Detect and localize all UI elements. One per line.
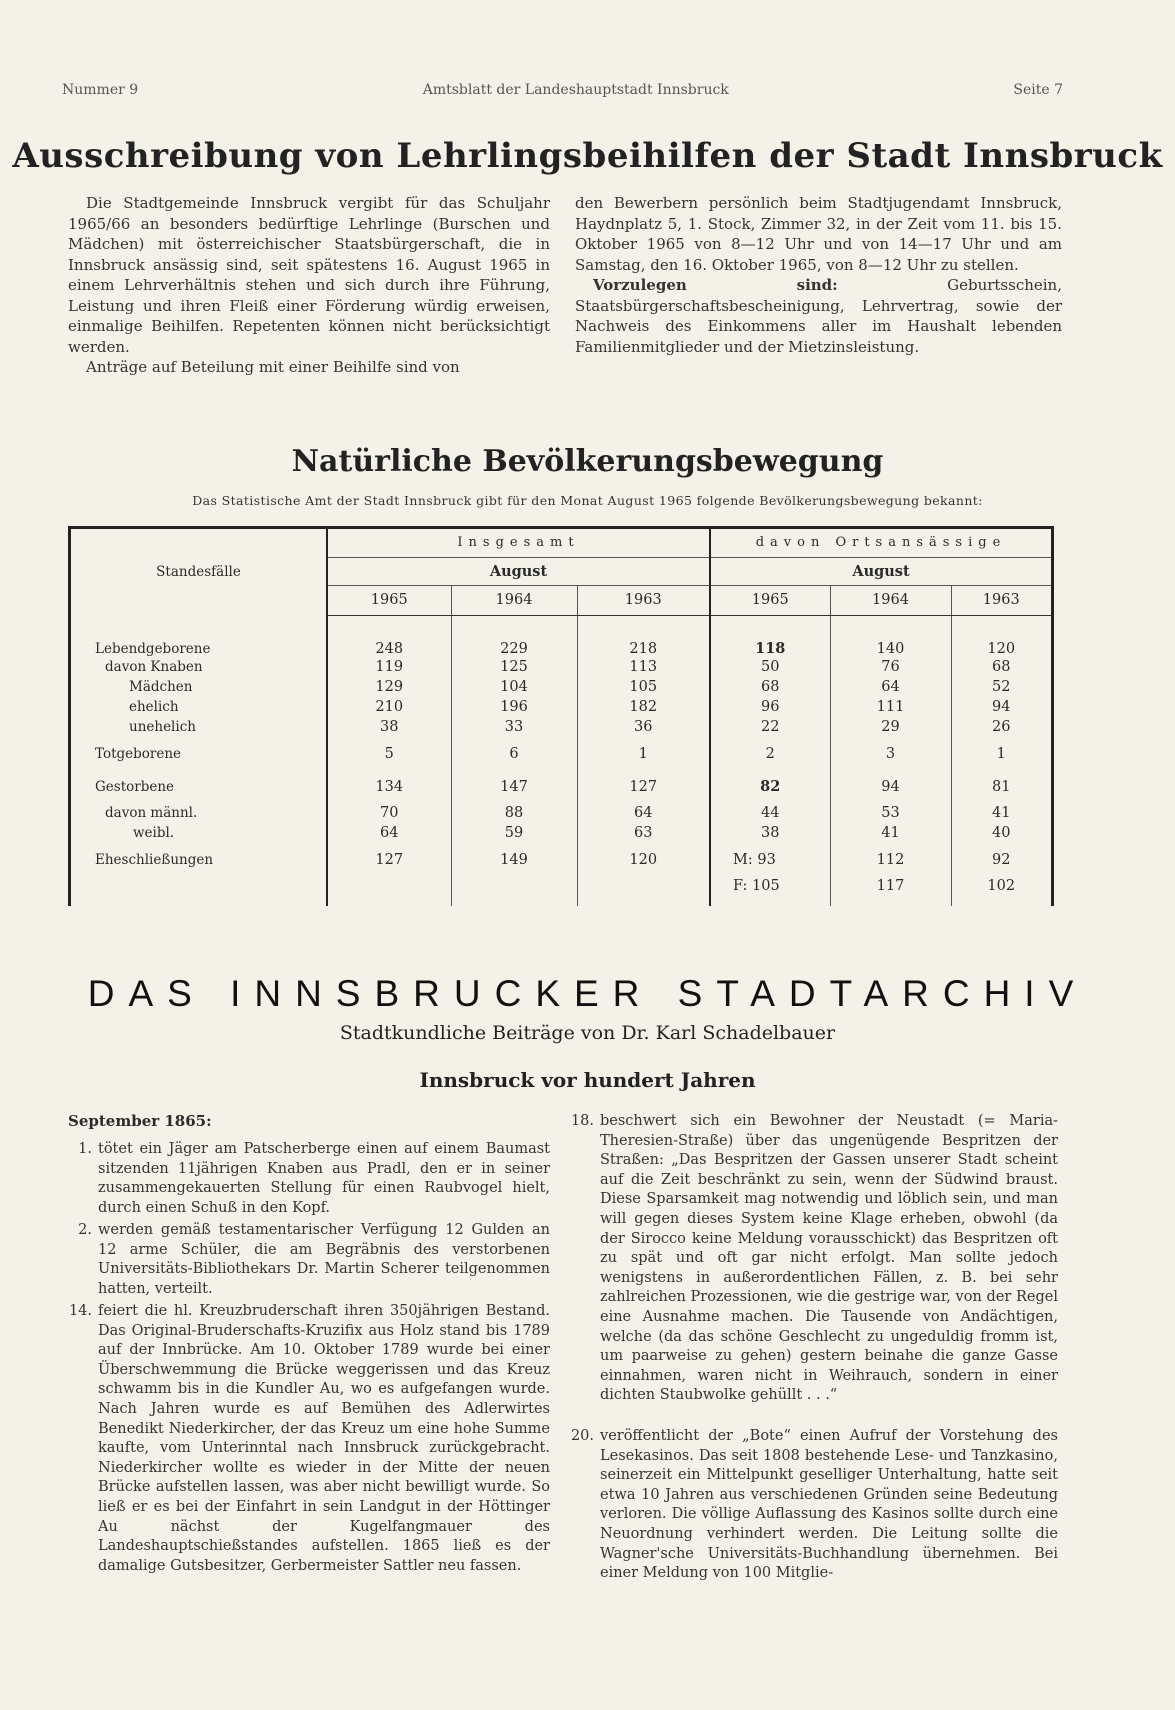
table-cell: 68 — [710, 677, 830, 697]
year-header: 1964 — [830, 585, 951, 615]
table-body — [71, 615, 1051, 906]
table-cell: 218 — [577, 615, 710, 657]
entry-text: tötet ein Jäger am Patscherberge einen auf einem Baumast sitzenden 11jährigen Knaben aus Pradl, den er in seiner zusammengekauerten Stellung für einen Raubvogel hielt, durch einen Schuß in den Kopf. — [98, 1141, 550, 1216]
col-label: Standesfälle — [156, 564, 241, 580]
table-caption: Das Statistische Amt der Stadt Innsbruck gibt für den Monat August 1965 folgende Bevölkerungsbewegung bekannt: — [192, 493, 983, 508]
archive-entry — [78, 1140, 550, 1218]
table-spacer-cell — [577, 896, 710, 906]
table-spacer-cell — [327, 896, 451, 906]
table-row — [71, 843, 1051, 876]
table-row — [71, 615, 1051, 657]
row-label: Mädchen — [129, 679, 193, 695]
issue-number: Nummer 9 — [62, 82, 139, 98]
table-cell: 26 — [951, 717, 1051, 737]
table-cell: 64 — [577, 803, 710, 823]
year-header: 1965 — [710, 585, 830, 615]
table-group-row — [71, 529, 1051, 557]
archive-entry — [570, 1427, 1058, 1584]
month-residents: August — [710, 557, 1051, 585]
article1-paragraph: Die Stadtgemeinde Innsbruck vergibt für das Schuljahr 1965/66 an besonders bedürftige Lehrlinge (Burschen und Mädchen) mit österreichischer Staatsbürgerschaft, die in Innsbruck ansässig sind, seit spätestens 16. August 1965 in einem Lehrverhältnis stehen und sich durch ihre Führung, Leistung und ihren Fleiß einer Förderung würdig erweisen, einmalige Beihilfen. Repetenten können nicht berücksichtigt werden. — [68, 194, 550, 356]
entry-text: werden gemäß testamentarischer Verfügung 12 Gulden an 12 arme Schüler, die am Begräbnis des verstorbenen Universitäts-Bibliothekars Dr. Martin Scherer teilgenommen hatten, verteilt. — [98, 1222, 550, 1297]
table-cell: 96 — [710, 697, 830, 717]
row-label: Eheschließungen — [95, 851, 214, 868]
table-spacer-cell — [830, 896, 951, 906]
table-row — [71, 677, 1051, 697]
table-cell: 88 — [451, 803, 577, 823]
table-cell: 41 — [830, 823, 951, 843]
table-cell: 113 — [577, 657, 710, 677]
table-cell: 38 — [710, 823, 830, 843]
row-label: unehelich — [129, 719, 196, 735]
table-cell: 129 — [327, 677, 451, 697]
year-header: 1963 — [951, 585, 1051, 615]
archive-heading: Innsbruck vor hundert Jahren — [419, 1068, 756, 1092]
table-cell: 63 — [577, 823, 710, 843]
table-cell: 64 — [327, 823, 451, 843]
table-cell: 119 — [327, 657, 451, 677]
table-spacer-cell — [710, 896, 830, 906]
article1-title: Ausschreibung von Lehrlingsbeihilfen der Stadt Innsbruck — [12, 136, 1163, 176]
table-cell: 1 — [951, 737, 1051, 770]
table-cell: 149 — [451, 843, 577, 876]
table-cell: 182 — [577, 697, 710, 717]
table-cell: M: 93 — [710, 843, 830, 876]
table-cell: 68 — [951, 657, 1051, 677]
table-cell: 117 — [830, 876, 951, 896]
table-cell: 70 — [327, 803, 451, 823]
table-cell: 38 — [327, 717, 451, 737]
table-cell: 104 — [451, 677, 577, 697]
table-cell — [451, 876, 577, 896]
month-total: August — [327, 557, 710, 585]
table-cell: 2 — [710, 737, 830, 770]
table-cell: 36 — [577, 717, 710, 737]
table-cell: 94 — [951, 697, 1051, 717]
table-cell — [327, 876, 451, 896]
table-row — [71, 876, 1051, 896]
table-cell: 44 — [710, 803, 830, 823]
table-cell: 22 — [710, 717, 830, 737]
table-cell: 40 — [951, 823, 1051, 843]
table-cell: 1 — [577, 737, 710, 770]
table-cell: 64 — [830, 677, 951, 697]
table-cell: 112 — [830, 843, 951, 876]
table-cell: 125 — [451, 657, 577, 677]
table-cell: 3 — [830, 737, 951, 770]
row-label: Lebendgeborene — [95, 641, 211, 657]
lead-text: Vorzulegen sind: — [593, 276, 838, 294]
entry-number: 2. — [78, 1222, 92, 1238]
table-cell: 76 — [830, 657, 951, 677]
table-row — [71, 770, 1051, 803]
entry-text: feiert die hl. Kreuzbruderschaft ihren 350jährigen Bestand. Das Original-Bruderschafts-Kruzifix aus Holz stand bis 1789 auf der Innbrücke. Am 10. Oktober 1789 wurde bei einer Überschwemmung die Brücke weggerissen und das Kreuz schwamm bis in die Kundler Au, wo es aufgefangen wurde. Nach Jahren wurde es auf Bemühen des Adlerwirtes Benedikt Niederkircher, der das Kreuz um eine hohe Summe kaufte, vom Unterinntal nach Innsbruck zurückgebracht. Niederkircher wollte es wieder in der Mitte der neuen Brücke aufstellen lassen, was aber nicht bewilligt wurde. So ließ er es bei der Einfahrt in sein Landgut in der Höttinger Au nächst der Kugelfangmauer des Landeshauptschießstandes aufstellen. 1865 ließ es der damalige Gutsbesitzer, Gerbermeister Sattler neu fassen. — [98, 1303, 550, 1574]
table-cell: 134 — [327, 770, 451, 803]
archive-entry — [68, 1302, 550, 1576]
article1-paragraph — [575, 275, 1062, 357]
year-header: 1964 — [451, 585, 577, 615]
row-label: ehelich — [129, 699, 179, 715]
table-cell: 196 — [451, 697, 577, 717]
table-spacer-cell — [71, 896, 327, 906]
table-cell: 127 — [577, 770, 710, 803]
article1-paragraph-text: Geburtsschein, Staatsbürgerschaftsbescheinigung, Lehrvertrag, sowie der Nachweis des Einkommens aller im Haushalt lebenden Familienmitglieder und der Mietzinsleistung. — [575, 276, 1062, 356]
table-cell: 29 — [830, 717, 951, 737]
table-cell: 210 — [327, 697, 451, 717]
table-cell: 33 — [451, 717, 577, 737]
table-cell: 92 — [951, 843, 1051, 876]
archive-entry — [78, 1221, 550, 1299]
table-cell: 127 — [327, 843, 451, 876]
group-residents: davon Ortsansässige — [710, 529, 1051, 557]
entry-number: 14. — [68, 1303, 92, 1319]
row-label: weibl. — [133, 825, 175, 841]
entry-number: 20. — [570, 1428, 594, 1444]
row-label: davon männl. — [105, 805, 198, 821]
row-label — [71, 876, 327, 896]
archive-month: September 1865: — [68, 1112, 212, 1130]
table-row — [71, 717, 1051, 737]
table-cell: 120 — [577, 843, 710, 876]
table-cell: 229 — [451, 615, 577, 657]
archive-subtitle: Stadtkundliche Beiträge von Dr. Karl Schadelbauer — [339, 1022, 836, 1044]
table-row — [71, 737, 1051, 770]
table-row — [71, 657, 1051, 677]
table-cell: F: 105 — [710, 876, 830, 896]
table-cell: 53 — [830, 803, 951, 823]
row-label: davon Knaben — [105, 659, 203, 675]
table-row — [71, 823, 1051, 843]
entry-number: 18. — [570, 1113, 594, 1129]
article1-left-column — [68, 193, 550, 378]
table-spacer-cell — [951, 896, 1051, 906]
table-cell: 5 — [327, 737, 451, 770]
table-spacer-cell — [451, 896, 577, 906]
year-header: 1963 — [577, 585, 710, 615]
entry-text: veröffentlicht der „Bote“ einen Aufruf der Vorstehung des Lesekasinos. Das seit 1808 bestehende Lese- und Tanzkasino, seinerzeit ein Mittelpunkt geselliger Unterhaltung, hatte seit etwa 10 Jahren aus verschiedenen Gründen seine Bedeutung verloren. Die völlige Auflassung des Kasinos sollte durch eine Neuordnung verhindert werden. Die Leitung sollte die Wagner'sche Universitäts-Buchhandlung übernehmen. Bei einer Meldung von 100 Mitglie- — [600, 1428, 1058, 1582]
table-cell: 94 — [830, 770, 951, 803]
table-row — [71, 697, 1051, 717]
table-cell — [577, 876, 710, 896]
table-spacer-row — [71, 896, 1051, 906]
table-cell: 248 — [327, 615, 451, 657]
entry-text: beschwert sich ein Bewohner der Neustadt (= Maria-Theresien-Straße) über das ungenügende Bespritzen der Straßen: „Das Bespritzen der Gassen unserer Stadt scheint auf die Zeit beschränkt zu sein, wenn der Südwind braust. Diese Sparsamkeit mag notwendig und löblich sein, und man will gegen dieses System keine Klage erheben, obwohl (da der Sirocco keine Meldung vorausschickt) das Bespritzen oft zu spät und oft gar nicht erfolgt. Man sollte jedoch wenigstens in außerordentlichen Fällen, z. B. bei sehr zahlreichen Prozessionen, wie die gestrige war, von der Regel eine Ausnahme machen. Die Tausende von Andächtigen, welche (da das schöne Geschlecht zu ungeduldig fromm ist, um paarweise zu gehen) gestern beinahe die ganze Gasse einnahmen, waren nicht in Weihrauch, sondern in einer dichten Staubwolke gehüllt . . .“ — [600, 1113, 1058, 1404]
entry-number: 1. — [78, 1141, 92, 1157]
article2-title: Natürliche Bevölkerungsbewegung — [291, 444, 884, 479]
table-cell: 105 — [577, 677, 710, 697]
table-cell: 6 — [451, 737, 577, 770]
year-header: 1965 — [327, 585, 451, 615]
table-cell: 111 — [830, 697, 951, 717]
archive-entry — [570, 1112, 1058, 1406]
publication-title: Amtsblatt der Landeshauptstadt Innsbruck — [422, 82, 729, 98]
table-row — [71, 803, 1051, 823]
table-cell: 147 — [451, 770, 577, 803]
archive-title: DAS INNSBRUCKER STADTARCHIV — [87, 973, 1088, 1014]
table-cell: 82 — [710, 770, 830, 803]
page-header — [62, 82, 1063, 98]
article1-right-column — [575, 193, 1062, 357]
table-cell: 120 — [951, 615, 1051, 657]
table-cell: 81 — [951, 770, 1051, 803]
table-cell: 52 — [951, 677, 1051, 697]
article1-paragraph: Anträge auf Beteilung mit einer Beihilfe sind von — [86, 358, 460, 376]
table-cell: 59 — [451, 823, 577, 843]
row-label: Gestorbene — [95, 778, 175, 795]
population-table — [68, 526, 1054, 906]
table-cell: 140 — [830, 615, 951, 657]
group-total: Insgesamt — [327, 529, 710, 557]
page-number: Seite 7 — [1013, 82, 1063, 98]
row-label: Totgeborene — [95, 745, 182, 762]
table-cell: 102 — [951, 876, 1051, 896]
table-cell: 50 — [710, 657, 830, 677]
table-cell: 41 — [951, 803, 1051, 823]
article1-paragraph: den Bewerbern persönlich beim Stadtjugendamt Innsbruck, Haydnplatz 5, 1. Stock, Zimmer 32, in der Zeit vom 11. bis 15. Oktober 1965 von 8—12 Uhr und von 14—17 Uhr und am Samstag, den 16. Oktober 1965, von 8—12 Uhr zu stellen. — [575, 194, 1062, 274]
table-cell: 118 — [710, 615, 830, 657]
